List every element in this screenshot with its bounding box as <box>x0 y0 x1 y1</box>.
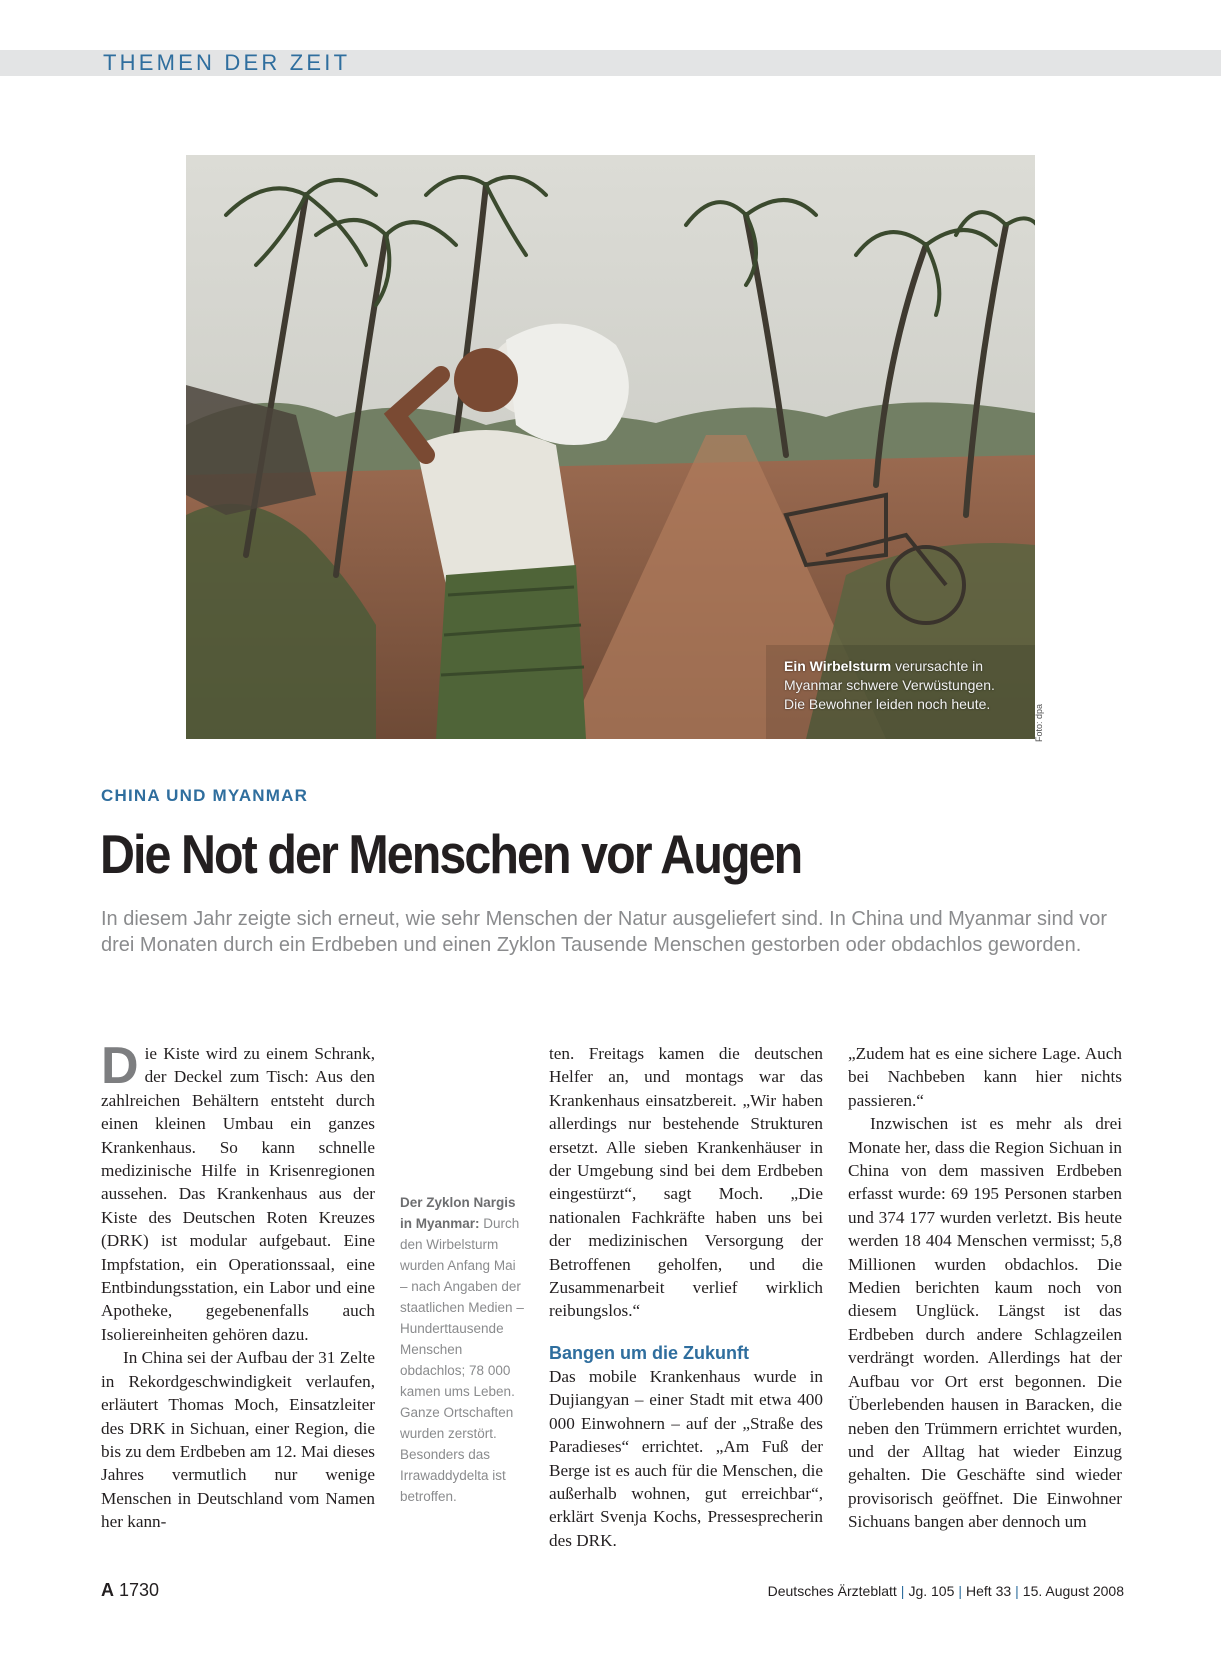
paragraph: Inzwischen ist es mehr als drei Monate her, dass die Region Sichuan in China von dem massiven Erdbeben erfasst wurde: 69 195 Personen starben und 374 177 wurden verletzt. Bis heute werden 18 404 Menschen vermisst; 5,8 Millionen wurden obdachlos. Die Medien berichten kaum noch von diesem Unglück. Längst ist das Erdbeben durch andere Schlagzeilen verdrängt worden. Allerdings hat der Aufbau vor Ort erst begonnen. Die Überlebenden hausen in Baracken, die neben den Trümmern errichtet wurden, und der Alltag hat wieder Einzug gehalten. Die Geschäfte sind wieder provisorisch geöffnet. Die Einwohner Sichuans bangen aber dennoch um <box>848 1114 1122 1532</box>
photo-credit: Foto: dpa <box>1034 703 1044 742</box>
paragraph: Das mobile Krankenhaus wurde in Dujiangyan – einer Stadt mit etwa 400 000 Einwohnern – auf der „Straße des Paradieses“ errichtet. „Am Fuß der Berge ist es auch für die Menschen, die außerhalb wohnen, gut erreichbar“, erklärt Svenja Kochs, Pressesprecherin des DRK. <box>549 1366 823 1550</box>
sidebar-text: Durch den Wirbelsturm wurden Anfang Mai – nach Angaben der staatlichen Medien – Hunderttausende Menschen obdachlos; 78 000 kamen ums Leben. Ganze Ortschaften wurden zerstört. Besonders das Irrawaddydelta ist betroffen. <box>400 1216 524 1504</box>
sidebar-box <box>400 1192 525 1507</box>
photo-caption-text: verursachte in Myanmar schwere Verwüstungen. Die Bewohner leiden noch heute. <box>784 658 995 712</box>
drop-cap: D <box>101 1037 139 1095</box>
paragraph: ten. Freitags kamen die deutschen Helfer an, und montags war das Krankenhaus einsatzbereit. „Wir haben allerdings nur bestehende Strukturen ersetzt. Alle sieben Krankenhäuser in der Umgebung sind bei dem Erdbeben eingestürzt“, sagt Moch. „Die nationalen Fachkräfte haben uns bei der medizinischen Versorgung der Betroffenen geholfen, und die Zusammenarbeit verlief wirklich reibungslos.“ <box>549 1044 823 1321</box>
paragraph <box>101 1037 375 1346</box>
page-number <box>101 1580 159 1601</box>
journal-issue: Heft 33 <box>966 1583 1012 1599</box>
article-column-1 <box>101 1037 375 1534</box>
journal-name: Deutsches Ärzteblatt <box>767 1583 897 1599</box>
section-label: THEMEN DER ZEIT <box>103 50 351 75</box>
footer-separator: | <box>900 1583 905 1599</box>
paragraph: „Zudem hat es eine sichere Lage. Auch bei Nachbeben kann hier nichts passieren.“ <box>848 1044 1122 1110</box>
footer-citation <box>768 1583 1124 1599</box>
article-subhead: Bangen um die Zukunft <box>549 1342 749 1363</box>
footer-separator: | <box>958 1583 963 1599</box>
article-photo <box>186 155 1035 739</box>
photo-caption-lead: Ein Wirbelsturm <box>784 658 892 674</box>
article-kicker: CHINA UND MYANMAR <box>101 786 309 805</box>
paragraph: In China sei der Aufbau der 31 Zelte in Rekordgeschwindigkeit verlaufen, erläutert Thomas Moch, Einsatzleiter des DRK in Sichuan, einer Region, die bis zu dem Erdbeben am 12. Mai dieses Jahres vermutlich nur wenige Menschen in Deutschland vom Namen her kann- <box>101 1348 375 1532</box>
paragraph-text: ie Kiste wird zu einem Schrank, der Deckel zum Tisch: Aus den zahlreichen Behältern entsteht durch einen kleinen Umbau ein ganzes Krankenhaus. So kann schnelle medizinische Hilfe in Krisenregionen aussehen. Das Krankenhaus aus der Kiste des Deutschen Roten Kreuzes (DRK) ist modular aufgebaut. Eine Impfstation, ein Operationssaal, eine Entbindungsstation, ein Labor und eine Apotheke, gegebenenfalls auch Isoliereinheiten gehören dazu. <box>101 1044 375 1344</box>
sidebar-title: Der Zyklon Nargis in Myanmar: <box>400 1195 516 1231</box>
article-column-2 <box>549 1042 823 1552</box>
page-number-letter: A <box>101 1580 114 1600</box>
article-lead: In diesem Jahr zeigte sich erneut, wie sehr Menschen der Natur ausgeliefert sind. In China und Myanmar sind vor drei Monaten durch ein Erdbeben und einen Zyklon Tausende Menschen gestorben oder obdachlos geworden. <box>101 908 1108 956</box>
photo-caption <box>784 657 1008 714</box>
cyclone-photo-illustration <box>186 155 1035 739</box>
article-headline: Die Not der Menschen vor Augen <box>100 823 802 885</box>
footer-separator: | <box>1015 1583 1019 1599</box>
issue-date: 15. August 2008 <box>1022 1583 1124 1599</box>
journal-volume: Jg. 105 <box>908 1583 955 1599</box>
page-number-value: 1730 <box>114 1580 160 1600</box>
article-column-3 <box>848 1042 1122 1534</box>
